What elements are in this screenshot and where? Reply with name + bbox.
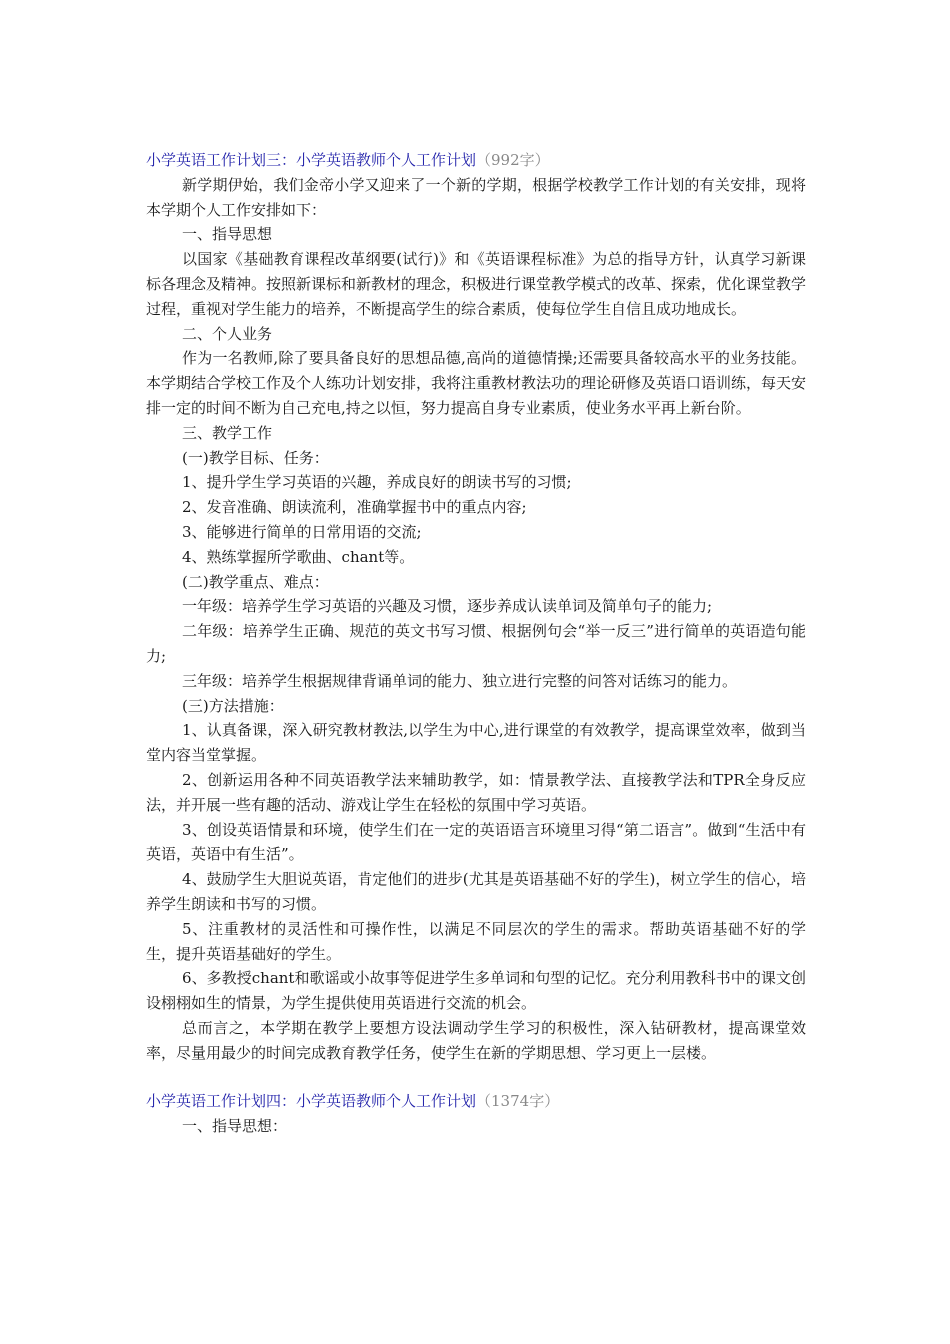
paragraph: 二年级：培养学生正确、规范的英文书写习惯、根据例句会“举一反三”进行简单的英语造句能力;	[146, 622, 806, 665]
list-item: 6、多教授chant和歌谣或小故事等促进学生多单词和句型的记忆。充分利用教科书中的课文创设栩栩如生的情景，为学生提供使用英语进行交流的机会。	[146, 969, 806, 1013]
subheading: (二)教学重点、难点：	[182, 572, 329, 591]
section-heading[interactable]	[146, 148, 806, 173]
subheading: 一、指导思想：	[182, 1117, 288, 1136]
list-item: 4、鼓励学生大胆说英语，肯定他们的进步(尤其是英语基础不好的学生)，树立学生的信心，培养学生朗读和书写的习惯。	[146, 870, 806, 913]
section-heading[interactable]	[146, 1089, 806, 1114]
paragraph: 一年级：培养学生学习英语的兴趣及习惯，逐步养成认读单词及简单句子的能力;	[182, 597, 713, 616]
word-count: （1374字）	[476, 1092, 560, 1111]
document-page	[146, 148, 806, 1139]
subheading: (三)方法措施：	[182, 696, 284, 715]
list-item: 1、认真备课，深入研究教材教法,以学生为中心,进行课堂的有效教学，提高课堂效率，做到当堂内容当堂掌握。	[146, 721, 806, 765]
section-3	[146, 148, 806, 1065]
section-spacer	[146, 1065, 806, 1089]
list-item: 3、能够进行简单的日常用语的交流;	[182, 522, 422, 541]
subheading: 一、指导思想	[182, 225, 273, 244]
subheading: (一)教学目标、任务：	[182, 448, 329, 467]
paragraph: 三年级：培养学生根据规律背诵单词的能力、独立进行完整的问答对话练习的能力。	[182, 671, 738, 690]
list-item: 3、创设英语情景和环境，使学生们在一定的英语语言环境里习得“第二语言”。做到“生活中有英语，英语中有生活”。	[146, 820, 806, 864]
paragraph: 总而言之，本学期在教学上要想方设法调动学生学习的积极性，深入钻研教材，提高课堂效率，尽量用最少的时间完成教育教学任务，使学生在新的学期思想、学习更上一层楼。	[146, 1018, 806, 1062]
heading-title[interactable]: 小学英语工作计划三：小学英语教师个人工作计划	[146, 151, 477, 169]
list-item: 2、创新运用各种不同英语教学法来辅助教学，如：情景教学法、直接教学法和TPR全身反应法，并开展一些有趣的活动、游戏让学生在轻松的氛围中学习英语。	[146, 770, 806, 814]
list-item: 5、注重教材的灵活性和可操作性，以满足不同层次的学生的需求。帮助英语基础不好的学生，提升英语基础好的学生。	[146, 919, 806, 963]
subheading: 二、个人业务	[182, 324, 273, 343]
section-4	[146, 1089, 806, 1139]
paragraph: 作为一名教师,除了要具备良好的思想品德,高尚的道德情操;还需要具备较高水平的业务技能。本学期结合学校工作及个人练功计划安排，我将注重教材教法功的理论研修及英语口语训练，每天安排一定的时间不断为自己充电,持之以恒，努力提高自身专业素质，使业务水平再上新台阶。	[146, 349, 807, 417]
list-item: 1、提升学生学习英语的兴趣，养成良好的朗读书写的习惯;	[182, 473, 572, 492]
list-item: 2、发音准确、朗读流利，准确掌握书中的重点内容;	[182, 498, 527, 517]
subheading: 三、教学工作	[182, 423, 273, 442]
word-count: （992字）	[476, 151, 550, 169]
paragraph: 以国家《基础教育课程改革纲要(试行)》和《英语课程标准》为总的指导方针，认真学习新课标各理念及精神。按照新课标和新教材的理念，积极进行课堂教学模式的改革、探索，优化课堂教学过程，重视对学生能力的培养，不断提高学生的综合素质，使每位学生自信且成功地成长。	[146, 250, 807, 318]
list-item: 4、熟练掌握所学歌曲、chant等。	[182, 547, 415, 566]
paragraph: 新学期伊始，我们金帝小学又迎来了一个新的学期，根据学校教学工作计划的有关安排，现将本学期个人工作安排如下：	[146, 175, 806, 219]
heading-title[interactable]: 小学英语工作计划四：小学英语教师个人工作计划	[146, 1092, 477, 1111]
